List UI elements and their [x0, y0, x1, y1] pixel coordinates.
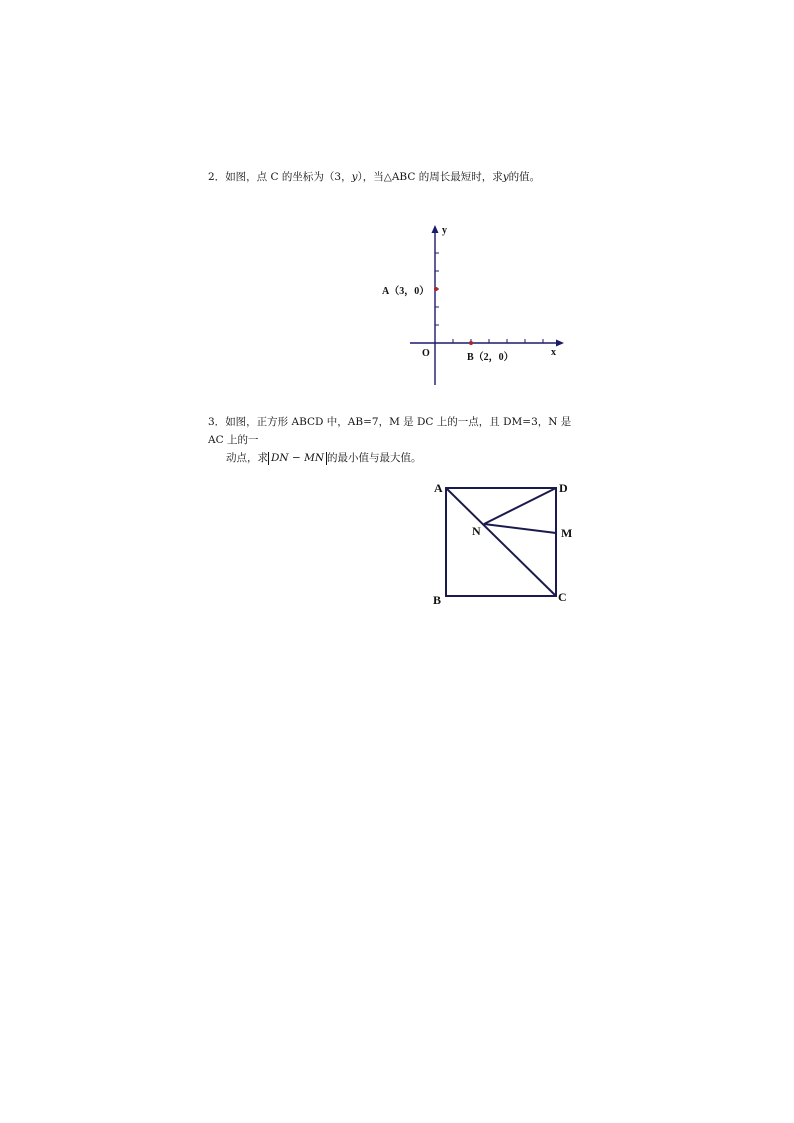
problem-3-line-2-after: 的最小值与最大值。	[327, 452, 422, 464]
label-c: C	[558, 590, 567, 604]
problem-2-var-y2: y	[502, 171, 509, 183]
label-b: B	[433, 593, 442, 607]
problem-2-text-end: 的值。	[508, 171, 541, 183]
problem-3-line-2-before: 动点，求	[226, 452, 268, 464]
label-n: N	[472, 524, 481, 538]
point-b-label: B（2，0）	[467, 352, 514, 363]
point-a-label: A（3，0）	[382, 286, 430, 297]
label-d: D	[559, 481, 568, 495]
problem-3-number: 3．	[208, 416, 226, 428]
problem-2-number: 2．	[208, 171, 226, 183]
segment-nm	[484, 524, 556, 533]
problem-2-text-after: ），当△ABC 的周长最短时，求	[357, 171, 503, 183]
problem-2-var-y: y	[351, 171, 358, 183]
axis-y-label: y	[442, 225, 447, 236]
problem-3-line-1-text: 如图，正方形 ABCD 中，AB=7，M 是 DC 上的一点，且 DM=3，N 是 AC 上的一	[208, 416, 572, 446]
origin-label: O	[422, 348, 430, 359]
axis-x-label: x	[551, 347, 556, 358]
problem-2-text-before: 如图，点 C 的坐标为（3，	[225, 171, 352, 183]
problem-3-abs-expression: DN − MN	[268, 452, 327, 465]
diagonal-ac	[446, 488, 556, 596]
label-m: M	[561, 526, 573, 540]
segment-nd	[484, 488, 556, 524]
label-a: A	[434, 481, 443, 495]
